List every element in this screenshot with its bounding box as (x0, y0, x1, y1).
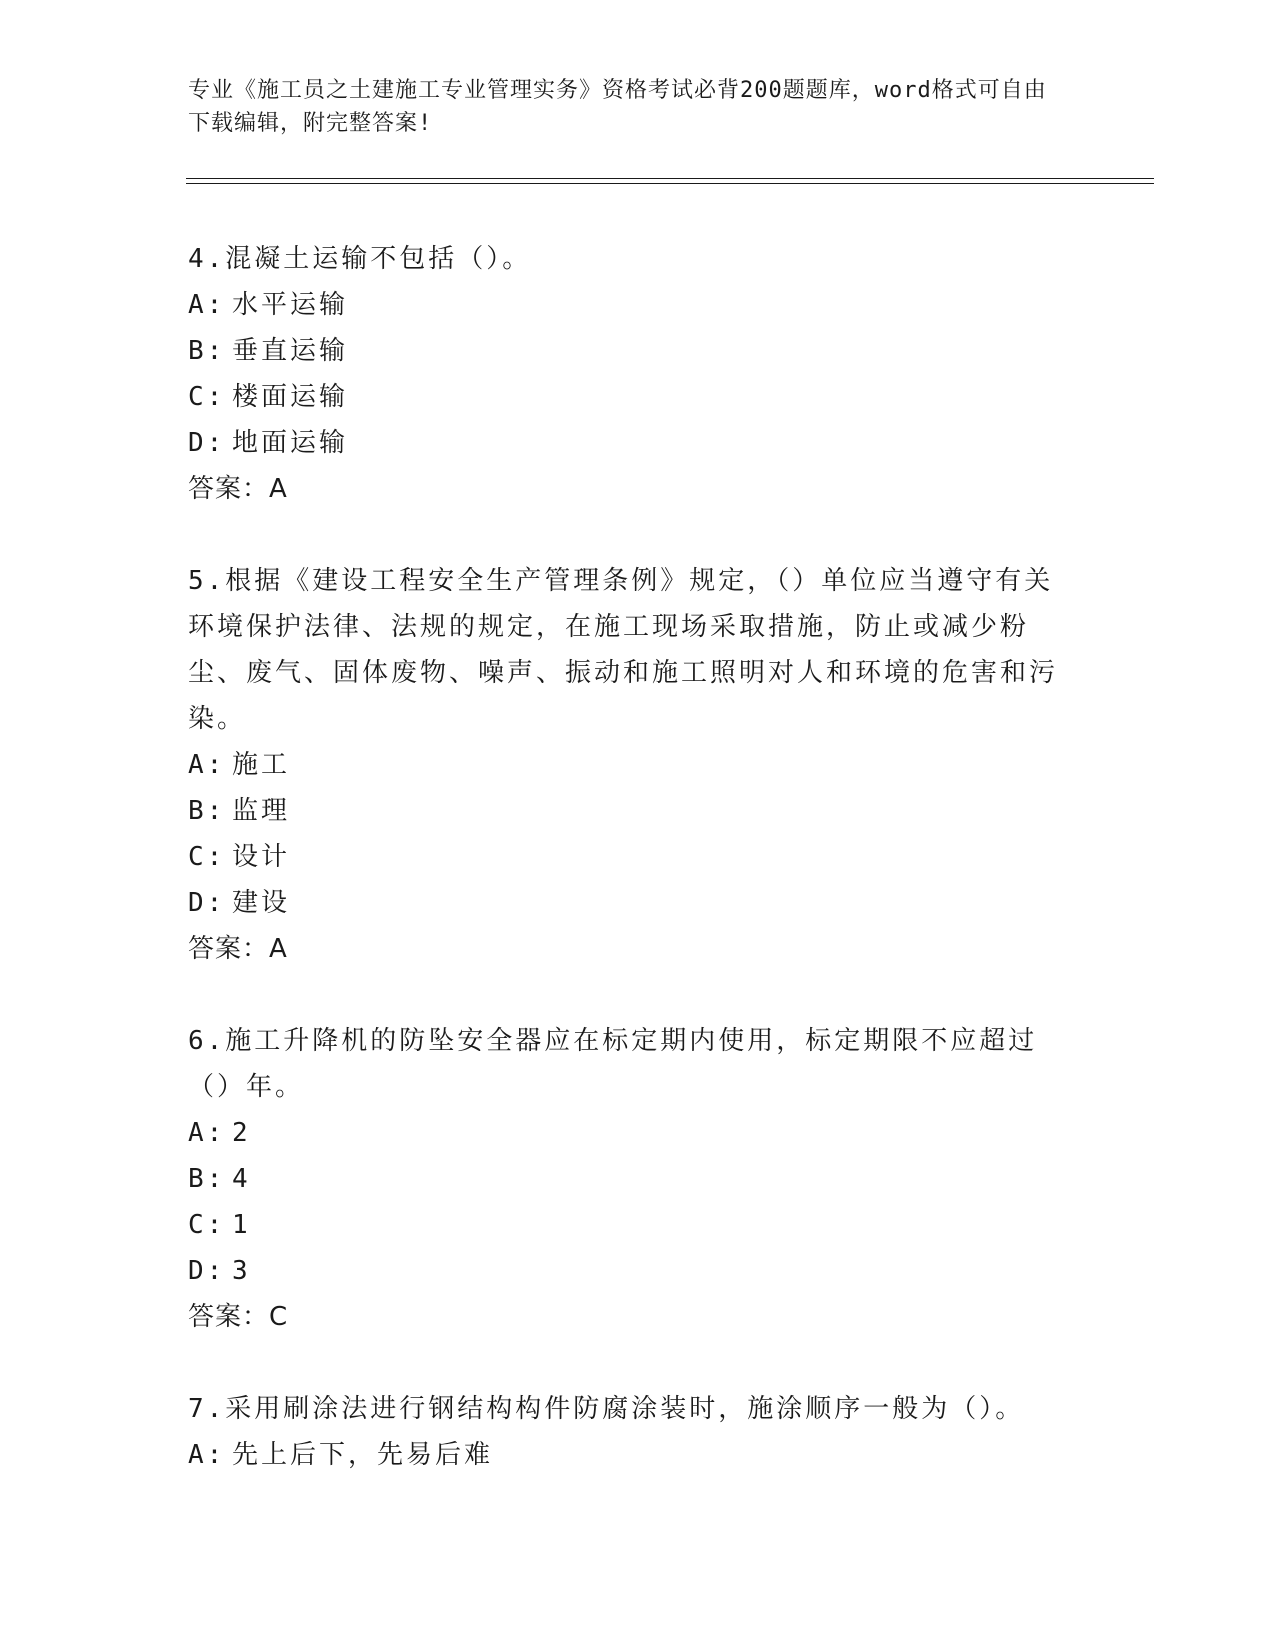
option-letter: A: (188, 290, 226, 320)
option-letter: A: (188, 1118, 226, 1148)
option-letter: D: (188, 1256, 226, 1286)
header-rule-bottom (186, 183, 1154, 184)
header-rule-top (186, 178, 1154, 179)
option-letter: C: (188, 842, 226, 872)
option-c (188, 834, 1068, 880)
option-letter: A: (188, 750, 226, 780)
option-a (188, 1110, 1068, 1156)
option-text: 1 (232, 1210, 251, 1240)
option-c (188, 1202, 1068, 1248)
option-b (188, 788, 1068, 834)
answer-line: 答案：A (188, 934, 288, 964)
option-text: 建设 (232, 888, 291, 918)
document-header: 专业《施工员之土建施工专业管理实务》资格考试必背200题题库，word格式可自由下载编辑，附完整答案! (188, 78, 1047, 136)
option-letter: D: (188, 888, 226, 918)
option-text: 施工 (232, 750, 291, 780)
question-5 (188, 558, 1068, 972)
option-d (188, 1248, 1068, 1294)
question-7 (188, 1386, 1068, 1478)
question-stem: 5.根据《建设工程安全生产管理条例》规定，（）单位应当遵守有关环境保护法律、法规的规定，在施工现场采取措施，防止或减少粉尘、废气、固体废物、噪声、振动和施工照明对人和环境的危害和污染。 (188, 566, 1059, 734)
option-text: 4 (232, 1164, 251, 1194)
option-text: 地面运输 (232, 428, 349, 458)
question-stem: 6.施工升降机的防坠安全器应在标定期内使用，标定期限不应超过（）年。 (188, 1026, 1038, 1102)
option-a (188, 282, 1068, 328)
option-b (188, 328, 1068, 374)
option-letter: A: (188, 1440, 226, 1470)
question-stem: 7.采用刷涂法进行钢结构构件防腐涂装时，施涂顺序一般为（）。 (188, 1394, 1025, 1424)
option-text: 2 (232, 1118, 251, 1148)
option-letter: B: (188, 336, 226, 366)
answer-line: 答案：A (188, 474, 288, 504)
option-a (188, 742, 1068, 788)
question-stem: 4.混凝土运输不包括（）。 (188, 244, 532, 274)
option-text: 水平运输 (232, 290, 349, 320)
option-letter: D: (188, 428, 226, 458)
question-list (188, 236, 1068, 1524)
question-6 (188, 1018, 1068, 1340)
option-letter: B: (188, 1164, 226, 1194)
option-a (188, 1432, 1068, 1478)
question-4 (188, 236, 1068, 512)
option-d (188, 880, 1068, 926)
option-text: 3 (232, 1256, 251, 1286)
option-letter: B: (188, 796, 226, 826)
option-d (188, 420, 1068, 466)
option-text: 先上后下，先易后难 (232, 1440, 494, 1470)
option-text: 垂直运输 (232, 336, 349, 366)
option-letter: C: (188, 382, 226, 412)
answer-line: 答案：C (188, 1302, 289, 1332)
option-letter: C: (188, 1210, 226, 1240)
option-text: 楼面运输 (232, 382, 349, 412)
option-b (188, 1156, 1068, 1202)
option-c (188, 374, 1068, 420)
option-text: 设计 (232, 842, 291, 872)
option-text: 监理 (232, 796, 291, 826)
